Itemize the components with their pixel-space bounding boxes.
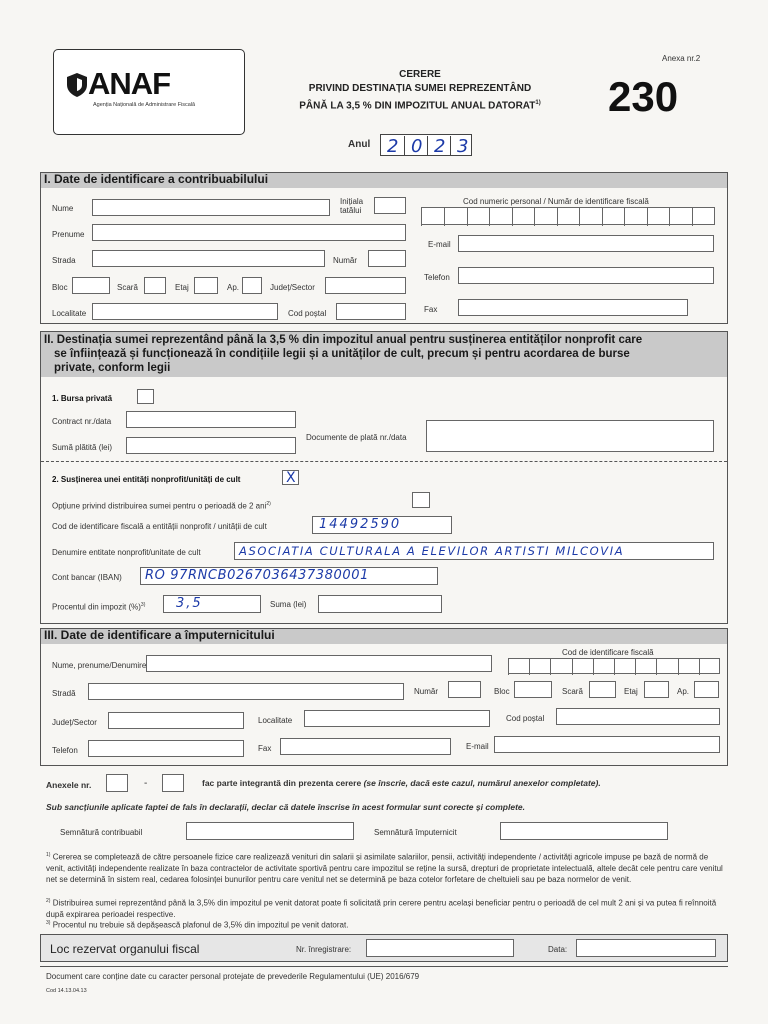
denumire-label: Denumire entitate nonprofit/unitate de cult — [52, 548, 201, 557]
procent-sup: 3) — [140, 602, 146, 608]
year-digit-3: 2 — [427, 136, 450, 156]
footer-rule — [40, 966, 728, 967]
anexele-label: Anexele nr. — [46, 780, 92, 790]
denumire-field[interactable] — [234, 542, 714, 560]
etaj-field[interactable] — [194, 277, 218, 294]
title-line-2: PRIVIND DESTINAȚIA SUMEI REPREZENTÂND — [308, 83, 532, 94]
form-title — [270, 68, 570, 113]
cod-postal-label: Cod poștal — [288, 309, 327, 318]
cont-value: RO 97RNCB0267036437380001 — [145, 568, 370, 583]
title-line-3: PÂNĂ LA 3,5 % DIN IMPOZITUL ANUAL DATORAT$^{1)}$ — [299, 100, 541, 112]
prenume-label: Prenume — [52, 230, 85, 239]
section-2-divider — [41, 461, 727, 462]
section-2-title: II. Destinația sumei reprezentând până la 3,5 % din impozitul anual pentru susținerea entităților nonprofit care se înființează și funcționează în condițiile legii și a unităților de cult, precum și pentru acordarea de burse private, conform legii — [41, 332, 727, 377]
imp-judet-field[interactable] — [108, 712, 244, 729]
strada-label: Strada — [52, 256, 76, 265]
cnp-field[interactable] — [421, 207, 715, 225]
imp-cif-field[interactable] — [508, 658, 720, 674]
anexele-dash: - — [144, 778, 148, 789]
imp-telefon-field[interactable] — [88, 740, 244, 757]
optiune-checkbox[interactable] — [412, 492, 430, 508]
cod-text: Cod 14.13.04.13 — [46, 988, 87, 994]
year-digit-4: 3 — [450, 136, 473, 156]
nume-field[interactable] — [92, 199, 330, 216]
cnp-label: Cod numeric personal / Număr de identificare fiscală — [463, 197, 649, 206]
imp-email-field[interactable] — [494, 736, 720, 753]
fax-field[interactable] — [458, 299, 688, 316]
imp-numar-label: Număr — [414, 687, 439, 696]
suma-platita-label: Sumă plătită (lei) — [52, 443, 113, 452]
denumire-value: ASOCIATIA CULTURALA A ELEVILOR ARTISTI MILCOVIA — [239, 544, 625, 558]
optiune-label: Opțiune privind distribuirea sumei pentru o perioadă de 2 ani$^{2)}$ — [52, 501, 271, 511]
prenume-field[interactable] — [92, 224, 406, 241]
suma-field[interactable] — [318, 595, 442, 613]
documente-plata-field[interactable] — [426, 420, 714, 452]
sustinere-check-mark: X — [286, 470, 296, 486]
imp-strada-field[interactable] — [88, 683, 404, 700]
ap-field[interactable] — [242, 277, 262, 294]
contract-label: Contract nr./data — [52, 417, 112, 426]
numar-label: Număr — [333, 256, 358, 265]
anexele-from-field[interactable] — [106, 774, 128, 792]
localitate-label: Localitate — [52, 309, 87, 318]
fac-parte-note: (se înscrie, dacă este cazul, numărul anexelor completate). — [363, 778, 601, 788]
nr-inregistrare-label: Nr. înregistrare: — [296, 945, 352, 954]
procent-label: Procentul din impozit (%)$^{3)}$ — [52, 602, 146, 612]
imp-cif-label: Cod de identificare fiscală — [562, 648, 654, 657]
imp-ap-label: Ap. — [677, 687, 690, 696]
form-number: 230 — [608, 73, 679, 120]
shield-icon — [66, 72, 88, 98]
bloc-field[interactable] — [72, 277, 110, 294]
imp-etaj-field[interactable] — [644, 681, 669, 698]
semnatura-imputernicit-label: Semnătură împuternicit — [374, 828, 457, 837]
imp-nume-field[interactable] — [146, 655, 492, 672]
note-1: $^{1)}$ Cererea se completează de către persoanele fizice care realizează venituri din salarii și asimilate salariilor, pensii, activități independente / activități agricole impuse pe bază de normă de venit, activități independente realizate în baza contractelor de activitate sportivă pentru care impozitul se reține la sursă, drepturi de proprietate intelectuală, altele decât cele pentru care venitul net se determină în sistem real, cedarea folosinței bunurilor pentru care venitul net se determină pe baza cotelor forfetare de cheltuieli sau pe baza normelor de venit. — [46, 852, 723, 884]
strada-field[interactable] — [92, 250, 325, 267]
documente-plata-label: Documente de plată nr./data — [306, 433, 407, 442]
optiune-sup: 2) — [266, 501, 271, 507]
imp-cod-postal-label: Cod poștal — [506, 714, 545, 723]
imp-scara-field[interactable] — [589, 681, 616, 698]
suma-platita-field[interactable] — [126, 437, 296, 454]
cif-field[interactable] — [312, 516, 452, 534]
initiala-field[interactable] — [374, 197, 406, 214]
bloc-label: Bloc — [52, 283, 68, 292]
section-1-title: I. Date de identificare a contribuabilului — [41, 173, 727, 188]
numar-field[interactable] — [368, 250, 406, 267]
loc-rezervat-label: Loc rezervat organului fiscal — [50, 942, 200, 956]
imp-bloc-label: Bloc — [494, 687, 510, 696]
cont-field[interactable] — [140, 567, 438, 585]
email-label: E-mail — [428, 240, 451, 249]
year-digit-2: 0 — [404, 136, 427, 156]
data-label: Data: — [548, 945, 568, 954]
etaj-label: Etaj — [175, 283, 189, 292]
email-field[interactable] — [458, 235, 714, 252]
semnatura-contribuabil-label: Semnătură contribuabil — [60, 828, 143, 837]
gdpr-text: Document care conține date cu caracter personal protejate de prevederile Regulamentului (UE) 2016/679 — [46, 972, 420, 981]
sanctiuni-text: Sub sancțiunile aplicate faptei de fals în declarații, declar că datele înscrise în acest formular sunt corecte și complete. — [46, 802, 526, 812]
sustinere-checkbox[interactable] — [282, 470, 299, 485]
imp-fax-field[interactable] — [280, 738, 451, 755]
imp-localitate-field[interactable] — [304, 710, 490, 727]
semnatura-imputernicit-field[interactable] — [500, 822, 668, 840]
imp-strada-label: Stradă — [52, 689, 76, 698]
bursa-title: 1. Bursa privată — [52, 394, 113, 403]
imp-judet-label: Județ/Sector — [52, 718, 97, 727]
telefon-field[interactable] — [458, 267, 714, 284]
initiala-label: Inițiala tatălui — [340, 197, 364, 215]
cif-label: Cod de identificare fiscală a entității nonprofit / unității de cult — [52, 522, 267, 531]
procent-field[interactable] — [163, 595, 261, 613]
year-field[interactable] — [380, 134, 472, 156]
cod-postal-field[interactable] — [336, 303, 406, 320]
imp-email-label: E-mail — [466, 742, 489, 751]
note-2: $^{2)}$ Distribuirea sumei reprezentând până la 3,5% din impozitul pe venit datorat poate fi solicitată prin cerere pentru același beneficiar pentru o perioadă de cel mult 2 ani și va putea fi reînnoită după expirarea perioadei respective. — [46, 898, 717, 919]
bursa-checkbox[interactable] — [137, 389, 154, 404]
imp-nume-label: Nume, prenume/Denumire — [52, 661, 147, 670]
title-line-1: CERERE — [399, 69, 441, 80]
year-digit-1: 2 — [387, 136, 401, 157]
scara-field[interactable] — [144, 277, 166, 294]
imp-fax-label: Fax — [258, 744, 272, 753]
imp-telefon-label: Telefon — [52, 746, 78, 755]
annex-label: Anexa nr.2 — [662, 54, 701, 63]
year-label: Anul — [348, 139, 371, 150]
cif-value: 14492590 — [319, 517, 402, 532]
title-sup: 1) — [535, 100, 541, 106]
scara-label: Scară — [117, 283, 138, 292]
logo-subtitle: Agenția Națională de Administrare Fiscală — [93, 102, 196, 108]
fax-label: Fax — [424, 305, 438, 314]
nr-inregistrare-field[interactable] — [366, 939, 514, 957]
suma-label: Suma (lei) — [270, 600, 307, 609]
telefon-label: Telefon — [424, 273, 450, 282]
anexele-to-field[interactable] — [162, 774, 184, 792]
judet-label: Județ/Sector — [270, 283, 315, 292]
semnatura-contribuabil-field[interactable] — [186, 822, 354, 840]
procent-value: 3,5 — [176, 596, 203, 611]
ap-label: Ap. — [227, 283, 240, 292]
contract-field[interactable] — [126, 411, 296, 428]
imp-scara-label: Scară — [562, 687, 583, 696]
nume-label: Nume — [52, 204, 74, 213]
section-3-title: III. Date de identificare a împuternicitului — [41, 629, 727, 644]
data-field[interactable] — [576, 939, 716, 957]
imp-bloc-field[interactable] — [514, 681, 552, 698]
imp-localitate-label: Localitate — [258, 716, 293, 725]
cont-label: Cont bancar (IBAN) — [52, 573, 122, 582]
fac-parte-text: fac parte integrantă din prezenta cerere (se înscrie, dacă este cazul, numărul anexelor completate). — [202, 778, 601, 788]
sustinere-title: 2. Susținerea unei entități nonprofit/unități de cult — [52, 475, 241, 484]
imp-cod-postal-field[interactable] — [556, 708, 720, 725]
imp-numar-field[interactable] — [448, 681, 481, 698]
imp-etaj-label: Etaj — [624, 687, 638, 696]
imp-ap-field[interactable] — [694, 681, 719, 698]
note-3: $^{3)}$ Procentul nu trebuie să depășească plafonul de 3,5% din impozitul pe venit datorat. — [46, 920, 349, 930]
localitate-field[interactable] — [92, 303, 278, 320]
logo-text: ANAF — [88, 66, 171, 101]
judet-field[interactable] — [325, 277, 406, 294]
